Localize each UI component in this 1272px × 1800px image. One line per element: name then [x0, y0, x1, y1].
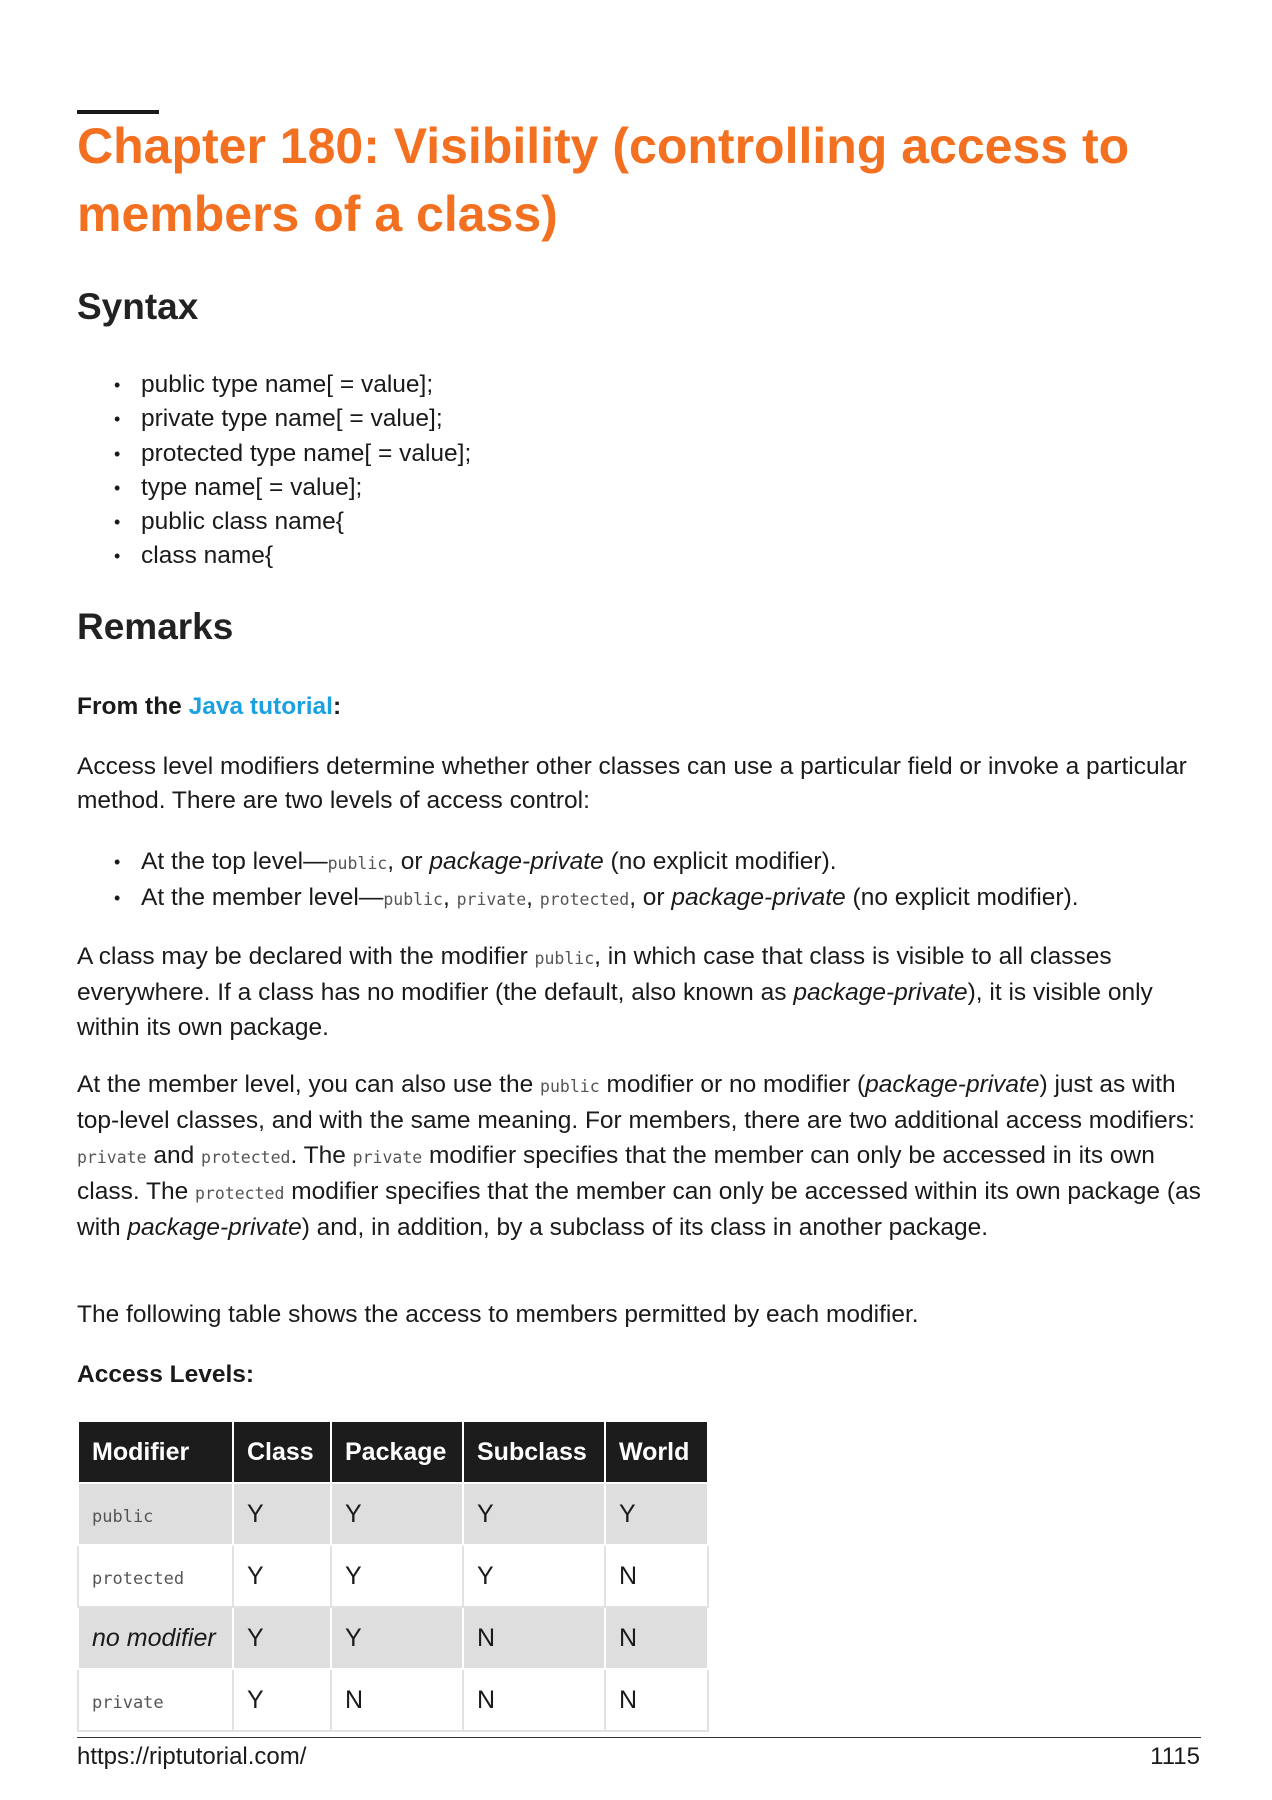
list-item: • public type name[ = value];: [77, 368, 471, 402]
cell-modifier: [78, 1669, 233, 1731]
paragraph-intro: Access level modifiers determine whether other classes can use a particular field or invoke a particular method. There are two levels of access control:: [77, 753, 1187, 815]
text: ,: [442, 884, 457, 912]
text: ), it is visible only within its own package.: [77, 979, 1153, 1041]
syntax-heading: Syntax: [77, 286, 199, 327]
emphasis: no modifier: [92, 1623, 216, 1652]
emphasis: package-private: [429, 848, 604, 875]
paragraph-table-intro: The following table shows the access to members permitted by each modifier.: [77, 1301, 919, 1328]
text: , or: [629, 884, 672, 912]
cell-subclass: N: [463, 1607, 605, 1669]
list-item: [77, 845, 1079, 881]
paragraph-class-modifier: [77, 940, 1207, 1045]
cell-modifier: [78, 1483, 233, 1545]
paragraph-member-level: [77, 1068, 1207, 1245]
cell-class: Y: [233, 1669, 331, 1731]
text: , in which case that class is visible to all classes everywhere. If a class has no modifier (the default, also known as: [77, 943, 1112, 1007]
table-row: [78, 1483, 708, 1545]
text: modifier or no modifier (: [599, 1071, 866, 1098]
list-item: • public class name{: [77, 505, 471, 539]
cell-class: Y: [233, 1483, 331, 1545]
syntax-list: [77, 368, 471, 574]
cell-world: N: [605, 1545, 708, 1607]
code-private: private: [77, 1147, 147, 1167]
cell-package: Y: [331, 1607, 463, 1669]
list-item: • private type name[ = value];: [77, 402, 471, 436]
text: , or: [387, 848, 430, 875]
emphasis: package-private: [865, 1071, 1040, 1098]
source-prefix: From the: [77, 693, 189, 720]
cell-subclass: N: [463, 1669, 605, 1731]
cell-subclass: Y: [463, 1483, 605, 1545]
code-private: private: [352, 1147, 423, 1167]
cell-package: Y: [331, 1545, 463, 1607]
text: modifier specifies that the member can only be accessed within its own package (as with: [77, 1177, 1201, 1242]
text: and: [146, 1141, 202, 1169]
code-private: private: [92, 1692, 164, 1713]
access-levels-list: [77, 845, 1079, 918]
code-public: public: [327, 854, 388, 873]
source-line: [77, 690, 1207, 724]
footer-url[interactable]: https://riptutorial.com/: [77, 1743, 307, 1770]
text: At the top level—: [141, 848, 328, 875]
table-header-row: [78, 1421, 708, 1483]
code-private: private: [456, 890, 527, 910]
text: A class may be declared with the modifier: [77, 943, 535, 970]
cell-subclass: Y: [463, 1545, 605, 1607]
code-protected: protected: [539, 890, 630, 910]
text: ,: [526, 884, 540, 912]
list-item: • protected type name[ = value];: [77, 437, 471, 471]
footer-rule: [77, 1737, 1201, 1738]
remarks-heading: Remarks: [77, 606, 234, 647]
emphasis: package-private: [671, 884, 846, 912]
header-modifier: Modifier: [78, 1421, 233, 1483]
cell-world: N: [605, 1607, 708, 1669]
code-protected: protected: [92, 1568, 185, 1589]
cell-world: Y: [605, 1483, 708, 1545]
cell-package: N: [331, 1669, 463, 1731]
chapter-title: Chapter 180: Visibility (controlling access to members of a class): [77, 118, 1130, 242]
code-public: public: [540, 1077, 600, 1096]
text: ) and, in addition, by a subclass of its class in another package.: [301, 1214, 989, 1242]
code-protected: protected: [201, 1147, 291, 1167]
text: modifier specifies that the member can only be accessed in its own class. The: [77, 1141, 1155, 1205]
code-public: public: [92, 1506, 154, 1527]
cell-world: N: [605, 1669, 708, 1731]
cell-class: Y: [233, 1545, 331, 1607]
list-item: • class name{: [77, 539, 471, 573]
header-class: Class: [233, 1421, 331, 1483]
table-row: [78, 1669, 708, 1731]
cell-modifier: [78, 1545, 233, 1607]
list-item: • type name[ = value];: [77, 471, 471, 505]
cell-modifier: [78, 1607, 233, 1669]
code-public: public: [383, 890, 443, 910]
code-protected: protected: [195, 1183, 285, 1203]
access-levels-heading: Access Levels:: [77, 1361, 255, 1388]
text: . The: [290, 1141, 353, 1169]
table-row: [78, 1545, 708, 1607]
header-subclass: Subclass: [463, 1421, 605, 1483]
table-row: [78, 1607, 708, 1669]
access-levels-table: [77, 1420, 709, 1732]
page-number: 1115: [1150, 1743, 1200, 1770]
text: (no explicit modifier).: [845, 884, 1079, 912]
emphasis: package-private: [793, 979, 968, 1007]
code-public: public: [534, 949, 595, 968]
java-tutorial-link[interactable]: Java tutorial: [188, 693, 333, 720]
header-package: Package: [331, 1421, 463, 1483]
emphasis: package-private: [127, 1214, 302, 1242]
text: At the member level—: [141, 884, 384, 912]
header-world: World: [605, 1421, 708, 1483]
text: At the member level, you can also use the: [77, 1071, 541, 1098]
list-item: [77, 881, 1079, 917]
text: ) just as with top-level classes, and with the same meaning. For members, there are two additional access modifiers:: [77, 1071, 1195, 1135]
text: (no explicit modifier).: [603, 848, 837, 875]
cell-package: Y: [331, 1483, 463, 1545]
source-suffix: :: [332, 693, 342, 720]
cell-class: Y: [233, 1607, 331, 1669]
